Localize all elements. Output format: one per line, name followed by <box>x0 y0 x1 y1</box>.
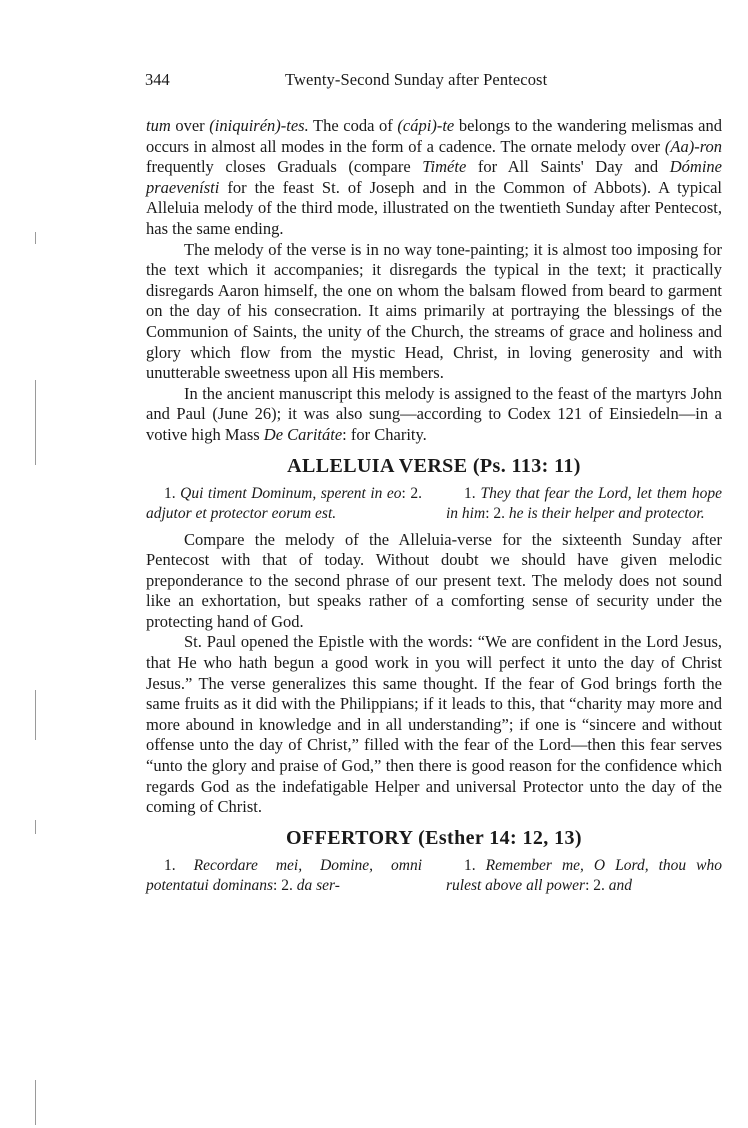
alleluia-paragraph-2: St. Paul opened the Epistle with the words: “We are confident in the Lord Jesus, that He who hath begun a good work in you will perfect it unto the day of Christ Jesus.” The verse generalizes this same thought. If the fear of God brings forth the same fruits as it did with the Philippians; if it leads to this, that “charity may more and more abound in knowledge and in all understanding”; if one is “sincere and without offense unto the day of Christ,” filled with the fear of the Lord—then this fear serves “unto the glory and praise of God,” then there is good reason for the confidence which regards God as the indefatigable Helper and universal Protector unto the day of the coming of Christ. <box>146 632 722 817</box>
alleluia-text-columns <box>146 484 722 524</box>
verse-number: 1. <box>464 856 486 874</box>
offertory-english-column <box>446 856 722 896</box>
offertory-heading-reference: (Esther 14: 12, 13) <box>418 826 582 849</box>
text-run: frequently closes Graduals (compare <box>146 157 423 177</box>
scan-artifact-line <box>35 820 36 834</box>
scan-artifact-line <box>35 380 36 465</box>
english-phrase: and <box>608 876 632 894</box>
text-run: : for Charity. <box>342 424 427 444</box>
italic-term: tum <box>146 116 171 135</box>
latin-phrase: da ser- <box>296 876 340 894</box>
english-phrase: he is their helper and protector. <box>508 504 705 522</box>
verse-number: : 2. <box>485 504 509 522</box>
english-phrase: Remember me, O Lord, thou who rulest above all power <box>446 856 723 894</box>
intro-paragraph-3 <box>146 384 722 446</box>
verse-number: : 2. <box>273 876 297 894</box>
page-body <box>146 116 722 902</box>
italic-term: Timéte <box>422 157 467 177</box>
verse-number: : 2. <box>401 484 423 502</box>
text-run: The coda of <box>308 116 398 135</box>
offertory-text-columns <box>146 856 722 896</box>
offertory-latin-column <box>146 856 422 896</box>
text-run: In the ancient manuscript this melody is assigned to the feast of the martyrs John and Paul (June 26); it was also sung—according to Codex 121 of Einsiedeln—in a votive high Mass <box>146 383 722 444</box>
offertory-heading-title: OFFERTORY <box>286 826 413 849</box>
text-run: for the feast St. of Joseph and in the Common of Abbots). A typical Alleluia melody of the third mode, illustrated on the twentieth Sunday after Pentecost, has the same ending. <box>146 177 722 238</box>
running-head <box>145 70 595 92</box>
italic-term: (cápi)-te <box>397 116 455 135</box>
page-number: 344 <box>145 70 170 89</box>
italic-term: (iniquirén)-tes. <box>209 116 309 135</box>
alleluia-latin-column <box>146 484 422 524</box>
alleluia-heading <box>146 455 722 478</box>
scan-artifact-line <box>35 690 36 740</box>
text-run: over <box>170 116 210 135</box>
scan-artifact-line <box>35 232 36 244</box>
verse-number: 1. <box>464 484 481 502</box>
text-run: for All Saints' Day and <box>466 157 670 177</box>
text-run: belongs to the wandering melismas and occurs in almost all modes in the form of a cadence. The ornate melody over <box>146 116 722 156</box>
verse-number: : 2. <box>585 876 609 894</box>
intro-paragraph-1 <box>146 116 722 240</box>
italic-term: De Caritáte <box>263 424 343 444</box>
verse-number: 1. <box>164 856 194 874</box>
latin-phrase: Recordare mei, Domine, omni potentatui dominans <box>146 856 423 894</box>
alleluia-heading-reference: (Ps. 113: 11) <box>472 454 581 477</box>
english-phrase: They that fear the Lord, let them hope in him <box>446 484 723 522</box>
running-title: Twenty-Second Sunday after Pentecost <box>285 70 548 89</box>
scan-artifact-line <box>35 1080 36 1125</box>
italic-term: Dómine praevenísti <box>146 157 722 197</box>
italic-term: (Aa)-ron <box>664 136 722 156</box>
alleluia-heading-title: ALLELUIA VERSE <box>287 454 468 477</box>
intro-paragraph-2: The melody of the verse is in no way tone-painting; it is almost too imposing for the text which it accompanies; it disregards the typical in the text; it practically disregards Aaron himself, the one on whom the balsam flowed from beard to garment on the day of his consecration. It aims primarily at portraying the blessings of the Communion of Saints, the unity of the Church, the streams of grace and holiness and glory which flow from the mystic Head, Christ, in loving generosity and with unutterable sweetness upon all His members. <box>146 239 722 383</box>
verse-number: 1. <box>164 484 181 502</box>
alleluia-english-column <box>446 484 722 524</box>
alleluia-paragraph-1: Compare the melody of the Alleluia-verse for the sixteenth Sunday after Pentecost with that of today. Without doubt we should have given melodic preponderance to the second phrase of our present text. The melody does not sound like an exhortation, but speaks rather of a comforting sense of security under the protecting hand of God. <box>146 529 722 631</box>
latin-phrase: Qui timent Dominum, sperent in eo <box>180 484 402 502</box>
offertory-heading <box>146 827 722 850</box>
latin-phrase: adjutor et protector eorum est. <box>146 504 337 522</box>
